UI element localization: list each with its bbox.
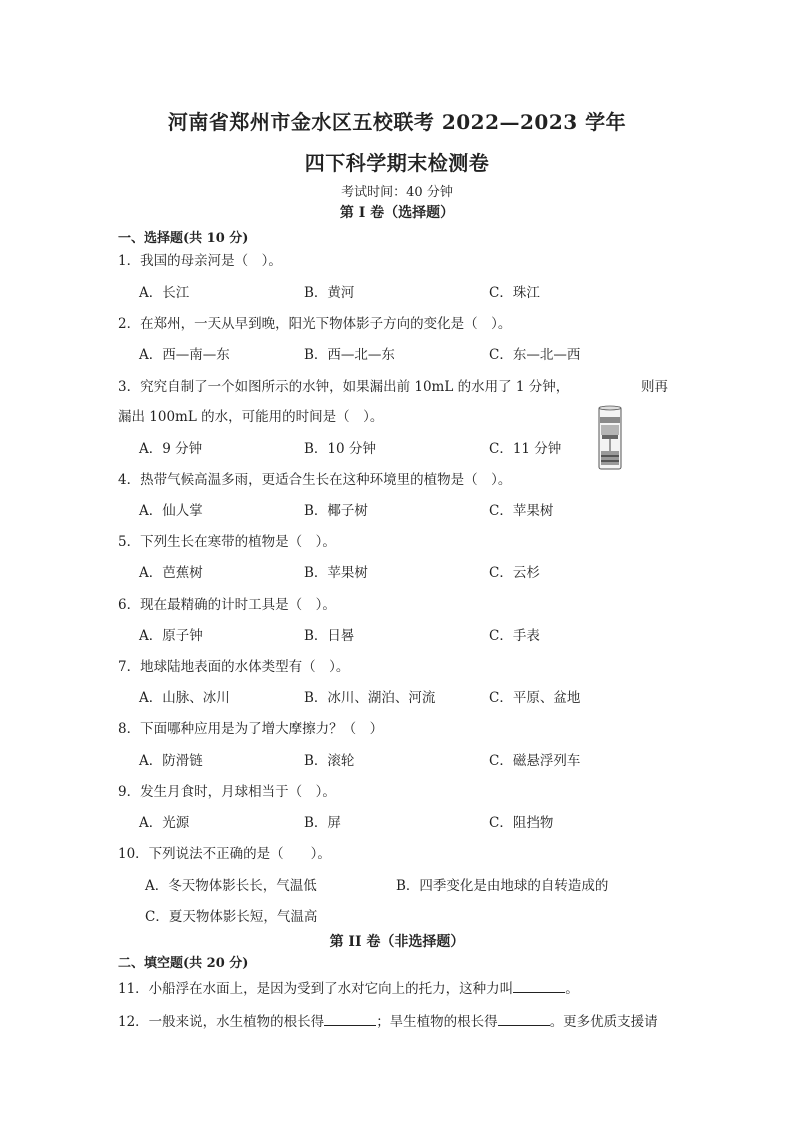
question-3-stem-line2: 漏出 100mL 的水，可能用的时间是（ ）。 [118,409,384,425]
water-clock-figure [596,405,624,471]
question-2-option-a: A．西—南—东 [139,347,230,363]
question-12-blank-2 [498,1013,550,1026]
question-3-option-b: B．10 分钟 [304,441,376,457]
question-10-option-a: A．冬天物体影长长，气温低 [145,878,317,894]
question-9-option-a: A．光源 [139,815,190,831]
question-7-stem: 7．地球陆地表面的水体类型有（ ）。 [118,659,350,675]
question-8-option-a: A．防滑链 [139,753,203,769]
question-12 [118,1010,658,1030]
question-2-option-b: B．西—北—东 [304,347,395,363]
question-12-blank-1 [324,1013,376,1026]
question-7-option-b: B．冰川、湖泊、河流 [304,690,436,706]
exam-title-line2: 四下科学期末检测卷 [304,151,490,175]
question-1-option-b: B．黄河 [304,285,355,301]
question-4-option-b: B．椰子树 [304,503,368,519]
question-3-option-c: C．11 分钟 [489,441,562,457]
question-3-option-a: A．9 分钟 [139,441,203,457]
question-11-blank [513,980,565,993]
question-9-option-c: C．阻挡物 [489,815,554,831]
question-7-option-a: A．山脉、冰川 [139,690,230,706]
question-2-stem: 2．在郑州，一天从早到晚，阳光下物体影子方向的变化是（ ）。 [118,316,512,332]
question-6-option-c: C．手表 [489,628,540,644]
part2-heading: 第 II 卷（非选择题） [329,934,465,950]
question-3-stem: 3．究究自制了一个如图所示的水钟，如果漏出前 10mL 的水用了 1 分钟， [118,379,570,395]
question-1-stem: 1．我国的母亲河是（ ）。 [118,253,282,269]
question-4-option-c: C．苹果树 [489,503,554,519]
question-8-option-b: B．滚轮 [304,753,355,769]
question-10-option-c: C．夏天物体影长短，气温高 [145,909,318,925]
question-5-option-b: B．苹果树 [304,565,368,581]
section1-heading: 一、选择题(共 10 分) [118,231,249,246]
question-10-option-b: B．四季变化是由地球的自转造成的 [396,878,609,894]
question-1-option-a: A．长江 [139,285,190,301]
part1-heading: 第 I 卷（选择题） [339,205,455,221]
question-12-middle: ；旱生植物的根长得 [376,1014,498,1030]
question-11-text: 11．小船浮在水面上，是因为受到了水对它向上的托力，这种力叫 [118,981,514,997]
question-7-option-c: C．平原、盆地 [489,690,581,706]
question-8-option-c: C．磁悬浮列车 [489,753,581,769]
question-4-option-a: A．仙人掌 [139,503,203,519]
question-11 [118,977,579,997]
question-3-stem-tail: 则再 [641,379,668,395]
question-6-stem: 6．现在最精确的计时工具是（ ）。 [118,597,336,613]
question-6-option-b: B．日晷 [304,628,355,644]
question-9-option-b: B．屏 [304,815,341,831]
question-9-stem: 9．发生月食时，月球相当于（ ）。 [118,784,336,800]
question-12-end: 。更多优质支援请 [549,1014,658,1030]
question-1-option-c: C．珠江 [489,285,540,301]
exam-time: 考试时间：40 分钟 [341,185,453,200]
question-5-stem: 5．下列生长在寒带的植物是（ ）。 [118,534,336,550]
question-8-stem: 8．下面哪种应用是为了增大摩擦力？（ ） [118,721,384,737]
question-6-option-a: A．原子钟 [139,628,203,644]
question-5-option-c: C．云杉 [489,565,540,581]
question-11-end: 。 [565,981,579,997]
exam-title-line1: 河南省郑州市金水区五校联考 2022—2023 学年 [167,110,627,134]
question-5-option-a: A．芭蕉树 [139,565,203,581]
question-12-text: 12．一般来说，水生植物的根长得 [118,1014,325,1030]
section2-heading: 二、填空题(共 20 分) [118,956,249,971]
question-10-stem: 10．下列说法不正确的是（ ）。 [118,846,331,862]
question-2-option-c: C．东—北—西 [489,347,581,363]
question-4-stem: 4．热带气候高温多雨，更适合生长在这种环境里的植物是（ ）。 [118,472,512,488]
